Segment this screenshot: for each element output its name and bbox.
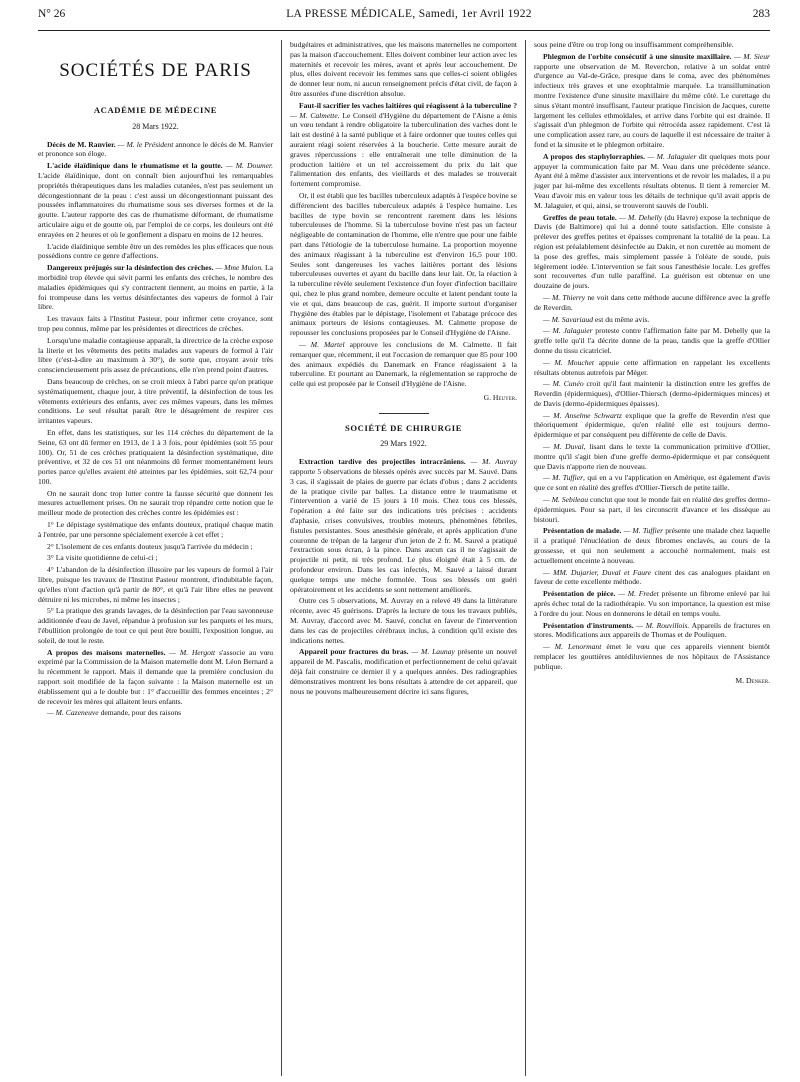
column-3-body [534,40,770,672]
paragraph [534,52,770,150]
paragraph-author: — M. Jalaguier [644,151,697,161]
section-title-chirurgie: SOCIÉTÉ DE CHIRURGIE [344,422,463,433]
paragraph [38,489,273,518]
paragraph [534,326,770,355]
paragraph [38,542,273,552]
paragraph-author: — M. Savariaud [543,314,593,324]
paragraph-text: 2° L'isolement de ces enfants douteux jusqu'à l'arrivée du médecin ; [47,541,253,551]
paragraph [38,648,273,707]
paragraph-text: citent des cas analogues plaidant en faveur de cette excellente méthode. [534,567,770,587]
paragraph [38,606,273,645]
paragraph-text: Lorsqu'une maladie contagieuse apparaît, la directrice de la crèche expose la literie et les vêtements des petits malades aux vapeurs de formol à l'air libre (c'est-à-dire au maximum à 30°), de sorte que, croyant avoir très consciencieusement pris assez de précautions, elle n'en prend point d'autres. [38,335,273,375]
paragraph [38,377,273,426]
paragraph-heading: Appareil pour fractures du bras. [299,647,409,657]
paragraph-heading: Présentation de pièce. [543,589,616,599]
paragraph-author: — M. Lenormant [543,642,602,652]
paragraph [290,340,517,389]
paragraph-author: — M. Cazeneuve [47,708,99,718]
paragraph-heading: Présentation de malade. [543,526,622,536]
paragraph [38,553,273,563]
column-2-body-b [290,457,517,696]
paragraph [534,411,770,440]
paragraph-text: L'acide élaïdinique, dont on connaît bien aujourd'hui les remarquables propriétés thérapeutiques dans les maladies cutanées, n'est pas seulement un décongestionnant de la peau : c'est aussi un décongestionnant puissant des poussées inflammatoires du rhumatisme sous ses diverses formes et de la goutte. L'auteur rapporte des cas de rhumatisme déformant, de rhumatisme articulaire aigu et de goutte où, par l'emploi de ce corps, les douleurs ont été enrayées en 2 heures et où le gonflement a disparu en moins de 12 heures. [38,170,273,239]
paragraph-author: — M. Anselme Schwartz [543,410,622,420]
paragraph-heading: Greffes de peau totale. [543,212,617,222]
paragraph-text: présente une malade chez laquelle il a pratiqué l'énucléation de deux fibromes enclavés, au cours de la grossesse, et qui non seulement a accouché normalement, mais est actuellement enceinte à nouveau. [534,526,770,565]
paragraph [290,457,517,594]
paragraph-text: appuie cette affirmation en rappelant les excellents résultats obtenus autrefois par Méger. [534,357,770,377]
section-title-academie: ACADÉMIE DE MÉDECINE [93,105,218,115]
paragraph-heading: A propos des staphylorraphies. [543,151,645,161]
paragraph-author: — M. Sieur [731,51,770,61]
paragraph-text: En effet, dans les statistiques, sur les 114 crèches du département de la Seine, 63 ont dû fermer en 1913, de 1 à 3 fois, pour épidémies (soit 55 pour 100). Or, 51 de ces crèches pratiquaient la désinfection systématique, dite préventive, et 32 de ces 51 ont néanmoins dû fermer momentanément leurs portes parce qu'elles avaient été atteintes par les épidémies, soit 62,74 pour 100. [38,427,273,486]
paragraph-text: Le Conseil d'Hygiène du département de l'Aisne a émis un vœu tendant à rendre obligatoire la tuberculination des vaches dont le lait est destiné à la santé publique et à faire ordonner que toutes celles qui auraient réagi soient réservées à la boucherie. Cette mesure aurait de graves répercussions : elle entraînerait une telle diminution de la production laitière et un tel accroissement du prix du lait que l'alimentation des enfants, des vieillards et des malades se trouverait fortement compromise. [290,110,517,189]
paragraph [534,495,770,524]
paragraph-text: On ne saurait donc trop lutter contre la fausse sécurité que donnent les mesures actuellement prises. On ne saurait trop répandre cette notion que le meilleur mode de protection des crèches contre les épidémies est : [38,488,273,518]
columns [38,40,770,1076]
paragraph-author: — Mme Mulon. [213,263,264,273]
paragraph-text: s'associe au vœu exprimé par la Commission de la Maison maternelle dont M. Léon Bernard a lu récemment le rapport. Mais il demande que la première conclusion du rapport soit modifiée de la façon suivante : la Maison maternelle est un établissement qui a le double but : 1° d'accueillir des femmes enceintes ; 2° de recevoir les mères qui allaitent leurs enfants. [38,647,273,706]
paragraph-text: demande, pour des raisons [98,708,182,718]
paragraph [534,473,770,493]
paragraph-author: — M. Doumer. [222,161,273,171]
paragraph [534,442,770,471]
paragraph [38,314,273,334]
paragraph [38,263,273,312]
paragraph-heading: Décès de M. Ranvier. [47,139,116,149]
paragraph-author: — M. Mouchet [543,357,595,367]
journal-title: LA PRESSE MÉDICALE, Samedi, 1er Avril 1922 [286,8,532,20]
paragraph-author: — M. Thierry [543,292,586,302]
paragraph-author: — M. Hergott [165,647,216,657]
paragraph-author: — M. Martel [299,339,345,349]
paragraph-author: — M. le Président [115,139,174,149]
paragraph-text: Or, il est établi que les bacilles tuberculeux adaptés à l'espèce bovine se différencient des bacilles tuberculeux adaptés à l'espèce humaine. Les bacilles de type bovin se rencontrent rarement dans les lésions tuberculeuses de l'homme. Si la tuberculose bovine n'est pas un facteur négligeable de contamination de l'homme, elle n'entre que pour une faible part dans l'étiologie de la tuberculose humaine. La proportion moyenne des animaux réagissant à la tuberculine est d'environ 16,5 pour 100. Seules sont dangereuses les vaches laitières portant des lésions tuberculeuses ouvertes et ayant du bacille dans leur lait. Or, la réaction à la tuberculine révèle seulement l'existence d'un foyer d'infection bacillaire qui, chez le plus grand nombre, demeure occulte et latent pendant toute la vie et qui, dans beaucoup de cas, guérit. Il importe surtout d'organiser l'hygiène des étables par le dépistage, l'isolement et l'abatage précoce des animaux porteurs de lésions contagieuses. M. Calmette propose de repousser les conclusions proposées par le Conseil d'Hygiène de l'Aisne. [290,190,517,338]
paragraph-text: 3° La visite quotidienne de celui-ci ; [47,553,158,563]
paragraph [534,40,770,50]
paragraph-text: 4° L'abandon de la désinfection illusoire par les vapeurs de formol à l'air libre, puisque les travaux de l'Institut Pasteur montrent, d'indubitable façon, qu'elles n'ont d'action qu'à partir de 80°, et qu'à l'air libre elles ne peuvent détruire ni les microbes, ni même les insectes ; [38,565,273,604]
paragraph-heading: Phlegmon de l'orbite consécutif à une sinusite maxillaire. [543,51,732,61]
paragraph-text: 5° La pratique des grands lavages, de la désinfection par l'eau savonneuse additionnée d'eau de Javel, répandue à profusion sur les parquets et les murs, l'ébullition prolongée de tout ce qui peut être bouilli, l'exposition longue, au soleil, de tout le reste. [38,606,273,645]
paragraph-text: Les travaux faits à l'Institut Pasteur, pour infirmer cette croyance, sont trop peu connus, même par les présidentes et directrices de crèches. [38,314,273,333]
paragraph-author: — M. Cunéo [543,379,584,389]
paragraph-author: — M. Duval [543,442,584,452]
paragraph [534,315,770,325]
meeting-date-chirurgie: 29 Mars 1922. [380,439,427,449]
paragraph [534,358,770,378]
paragraph-heading: L'acide élaïdinique dans le rhumatisme et la goutte. [47,161,223,171]
paragraph-text: explique que la greffe de Reverdin n'est que théoriquement épidermique, qu'en réalité elle est toujours dermo-épidermique et par conséquent peu différente de celle de Davis. [534,410,770,440]
paragraph-text: émet le vœu que ces appareils viennent bientôt remplacer les gouttières antédiluviennes de nos hôpitaux de l'Assistance publique. [534,642,770,671]
paragraph-heading: A propos des maisons maternelles. [47,647,166,657]
paragraph-text: budgétaires et administratives, que les maisons maternelles ne comportent pas la maison d'accouchement. Elles doivent combiner leur action avec les maternités et recevoir les mères, avant et après leur accouchement. De plus, elles doivent recevoir les femmes sans que celles-ci soient obligées de donner leur nom, ni aucun renseignement précis d'état civil, de façon à être assurées d'une discrétion absolue. [290,40,517,98]
paragraph [534,379,770,408]
paragraph-text: 1° Le dépistage systématique des enfants douteux, pratiqué chaque matin à l'entrée, par une personne spécialement exercée à cet effet ; [38,520,273,539]
paragraph [38,161,273,239]
paragraph-heading: Extraction tardive des projectiles intracrâniens. [299,457,466,467]
paragraph-author: — M. Tuffier [543,473,584,483]
column-2 [282,40,526,1076]
paragraph-text: , lisant dans le texte la communication primitive d'Ollier, montre qu'il s'agit bien d'une greffe dermo-épidermique et par conséquent que Davis n'apporte rien de nouveau. [534,442,770,471]
paragraph-text: rapporte une observation de M. Reverchon, relative à un soldat entré d'urgence au Val-de-Grâce, presque dans le coma, avec des phénomènes infectieux très graves et une exophtalmie marquée. La transillumination montre l'existence d'une sinusite maxillaire du même côté. Le curettage du sinus s'étant montré insuffisant, l'auteur pratique l'incision de Jacques, curette largement les cellules ethmoïdales, et arrive dans l'orbite qui est drainée. Il s'agissait d'un phlegmon de l'orbite qui rétrocéda assez rapidement. C'est là une complication assez rare, au cours de laquelle il est nécessaire de traiter à fond et la sinusite et le phlegmon orbitaire. [534,61,770,149]
paragraph [38,428,273,487]
paragraph [534,293,770,313]
paragraph-author: — M. Jalaguier [543,326,593,336]
paragraph-text: ne voit dans cette méthode aucune différence avec la greffe de Reverdin. [534,292,770,312]
paragraph-heading: Présentation d'instruments. [543,620,634,630]
paragraph [38,242,273,262]
paragraph-author: — M. Rouvillois. [633,620,690,630]
issue-number: N° 26 [38,8,66,20]
paragraph-author: — M. Calmette. [290,110,340,120]
paragraph-author: — M. Auvray [465,457,518,467]
paragraph-text: Dans beaucoup de crèches, on se croit mieux à l'abri parce qu'on pratique systématiquement, chaque jour, à titre préventif, la désinfection de tous les vêtements extérieurs des enfants, avec ces mêmes vapeurs, dans les mêmes conditions. Le seul résultat paraît être le désagrément de respirer ces irritantes vapeurs. [38,376,273,426]
paragraph-text: approuve les conclusions de M. Calmette. Il fait remarquer que, récemment, il eut l'occasion de remarquer que 85 pour 100 des animaux expédiés du Danemark en France réagissaient à la tuberculine. Et pourtant au Danemark, la réglementation se rapproche de celle qui est proposée par le Conseil d'Hygiène de l'Aisne. [290,339,517,389]
column-1-body [38,140,273,719]
paragraph-text: croit qu'il faut maintenir la distinction entre les greffes de Reverdin (épidermiques), d'Ollier-Thiersch (dermo-épidermiques minces) et de Davis (dermo-épidermiques épaisses). [534,379,770,408]
paragraph-text: La morbidité trop élevée qui sévit parmi les enfants des crèches, le nombre des maladies épidémiques qui s'y contractent tiennent, au moins en partie, à la foi trompeuse dans les vertus désinfectantes des vapeurs de formol à l'air libre. [38,263,273,312]
paragraph-text: annonce le décès de M. Ranvier et prononce son éloge. [38,139,274,159]
column-3 [526,40,770,1076]
paragraph-text: rapporte 5 observations de blessés opérés avec succès par M. Sauvé. Dans 3 cas, il s'agissait de plaies de guerre par éclats d'obus ; dans 2 accidents de la pratique civile par balles. La distance entre le traumatisme et l'intervention a varié de 15 jours à 10 mois. Chez tous ces blessés, l'opération a été faite sur des indications très précises : accidents d'aphasie, crises convulsives, troubles moteurs, phénomènes fébriles, fistules persistantes. Sous anesthésie générale, et après application d'une couronne de trépan de la largeur d'un jeton de 2 fr. M. Sauvé a pratiqué l'extraction sous écran, à la pince. Dans aucun cas il ne s'agissait de projectile ni petit, ni très profond. Le plus éloigné était à 5 cm. de profondeur environ. Dans les cas infectés, M. Sauvé a laissé durant quelque temps une mèche formolée. Tous ses blessés ont guéri opératoirement et les accidents se sont nettement améliorés. [290,467,517,594]
running-head [38,8,770,31]
paragraph-text: (du Havre) expose la technique de Davis (de Baltimore) qui lui a donné toute satisfaction. Elle consiste à prélever des greffes petites et épaisses comprenant la totalité de la peau. La région est préalablement désinfectée au Dakin, et non curettée au moment de la pose des greffes, mais simplement passée à l'oléate de soude, puis légèrement iodée. L'intervention se fait sous l'anesthésie locale. Les greffes sont recouvertes d'un tulle paraffiné. La guérison est obtenue en une douzaine de jours. [534,212,770,291]
column-2-body-a [290,40,517,389]
paragraph [38,520,273,540]
page-number: 283 [752,8,770,20]
paragraph-heading: Faut-il sacrifier les vaches laitières qui réagissent à la tuberculine ? [299,100,517,110]
main-title: SOCIÉTÉS DE PARIS [59,60,252,81]
meeting-date-academie: 28 Mars 1922. [132,121,179,131]
paragraph [290,101,517,189]
paragraph [534,213,770,291]
paragraph-text: sous peine d'être ou trop long ou insuffisamment compréhensible. [534,40,734,49]
paragraph [290,40,517,99]
paragraph-text: dit quelques mots pour appuyer la communication faite par M. Veau dans une précédente séance. Ayant été à même d'assister aux interventions et de revoir les malades, il a pu juger par lui-même des excellents résultats obtenus. Il tient à remercier M. Veau d'avoir mis en valeur tous les détails de technique qu'il avait appris de M. Jalaguier, et qui, ainsi, se trouveront sauvés de l'oubli. [534,151,770,210]
paragraph-text: , qui en a vu l'application en Amérique, est également d'avis que ce sont en réalité des greffes d'Ollier-Tiersch de petite taille. [534,473,770,493]
paragraph-text: proteste contre l'affirmation faite par M. Dehelly que la greffe telle qu'il l'a décrite donne de la peau, tandis que la greffe d'Ollier donne du tissu cicatriciel. [534,326,770,355]
paragraph-text: présente un fibrome enlevé par lui après échec total de la radiothérapie. Vu son importance, la question est mise à l'ordre du jour. Nous en donnerons le détail en temps voulu. [534,589,770,618]
signature-heuyer: G. Heuyer. [483,392,517,402]
paragraph-author: — M. Launay [408,647,455,657]
paragraph [534,152,770,211]
paragraph-text: présente un nouvel appareil de M. Pascalis, modification et perfectionnement de celui qu'avait déjà fait construire ce dernier il y a quelques années. Des radiographies démonstratives montrent les bons résultats à attendre de cet appareil, que nous ne pouvons malheureusement décrire ici sans figures, [290,647,517,696]
paragraph [38,336,273,375]
paragraph-author: — MM. Dujarier, Duval et Faure [543,567,652,577]
paragraph [534,621,770,641]
paragraph-author: — M. Sebileau [543,495,589,505]
signature-denker: M. Denker. [735,675,770,685]
paragraph [290,647,517,696]
paragraph [534,589,770,618]
paragraph-author: — M. Dehelly [616,212,663,222]
paragraph [38,140,273,160]
column-1 [38,40,282,1076]
paragraph-text: est du même avis. [593,314,650,324]
paragraph [290,191,517,338]
section-divider [379,413,429,414]
paragraph-author: — M. Fredet [615,589,659,599]
paragraph-text: Appareils de fractures en stores. Modifications aux appareils de Thomas et de Pouliquen. [534,620,770,640]
paragraph [534,568,770,588]
paragraph-heading: Dangereux préjugés sur la désinfection des crèches. [47,263,214,273]
paragraph [290,596,517,645]
paragraph-text: conclut que tout le monde fait en réalité des greffes dermo-épidermiques. Pour sa part, il les circonscrit d'avance et les dissèque au bistouri. [534,495,770,524]
paragraph [38,708,273,718]
paragraph-text: L'acide élaïdinique semble être un des remèdes les plus efficaces que nous possédions contre ce genre d'affections. [38,241,273,261]
paragraph [534,526,770,565]
paragraph [534,642,770,671]
paragraph [38,565,273,604]
paragraph-text: Outre ces 5 observations, M. Auvray en a relevé 49 dans la littérature récente, avec 45 guérisons. D'après la lecture de tous les travaux publiés, M. Auvray, d'accord avec M. Sauvé, conclut en faveur de l'intervention dans les cas de projectiles cérébraux inclus, à condition qu'il existe des indications nettes. [290,596,517,645]
paragraph-author: — M. Tuffier [621,526,664,536]
